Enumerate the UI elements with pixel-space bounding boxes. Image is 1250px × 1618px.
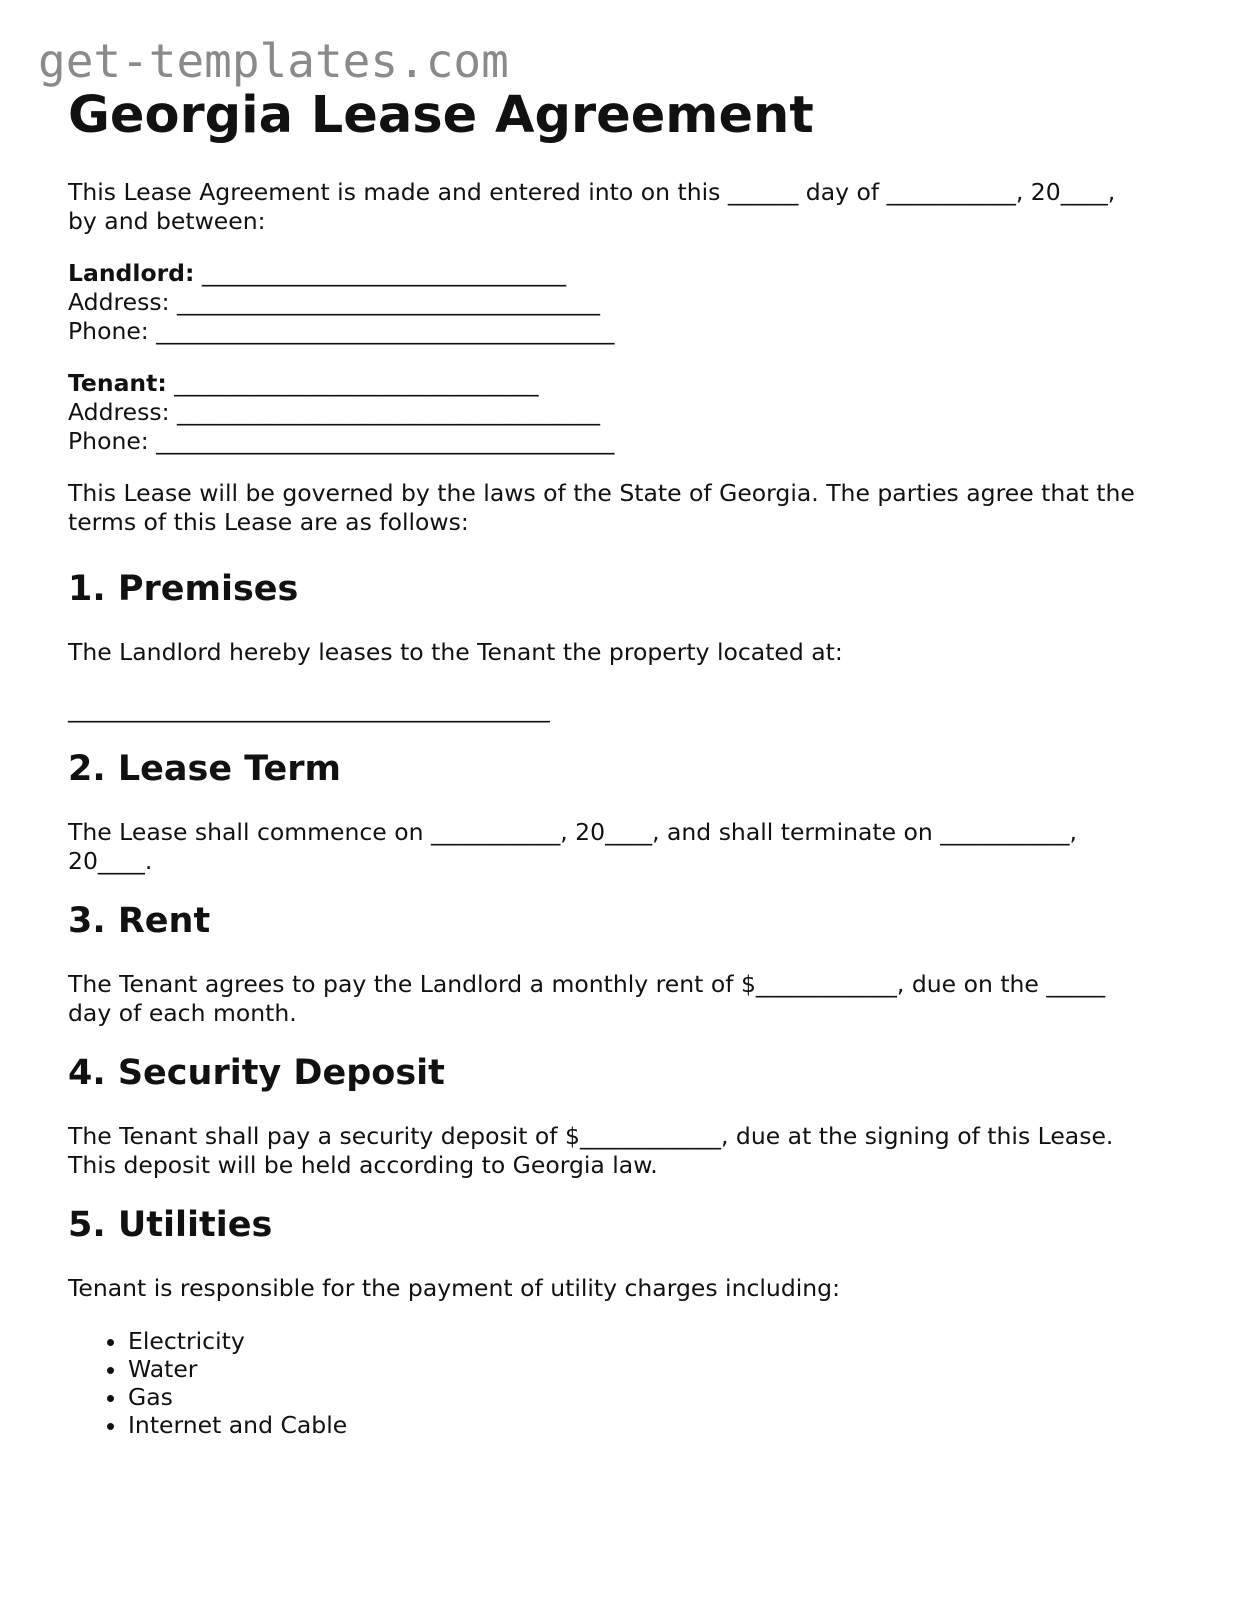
lease-term-line-2: 20____. <box>68 847 153 875</box>
list-item: • Gas <box>128 1383 1188 1411</box>
section-premises-heading: 1. Premises <box>68 569 299 609</box>
governing-line-1: This Lease will be governed by the laws of the State of Georgia. The parties agree that the <box>68 479 1135 507</box>
landlord-phone-line: Phone: _______________________________________ <box>68 317 615 345</box>
landlord-name-blank: _______________________________ <box>194 259 567 287</box>
intro-line-1: This Lease Agreement is made and entered into on this ______ day of ___________, 20____, <box>68 178 1116 206</box>
lease-term-paragraph <box>68 818 1188 876</box>
governing-line-2: terms of this Lease are as follows: <box>68 508 469 536</box>
premises-text: The Landlord hereby leases to the Tenant the property located at: <box>68 638 843 666</box>
watermark: get-templates.com <box>38 34 509 88</box>
tenant-name-line <box>68 369 1188 398</box>
deposit-line-2: This deposit will be held according to Georgia law. <box>68 1151 658 1179</box>
rent-line-2: day of each month. <box>68 999 297 1027</box>
tenant-phone-line: Phone: _______________________________________ <box>68 427 615 455</box>
landlord-address-line: Address: ____________________________________ <box>68 288 600 316</box>
rent-paragraph <box>68 970 1188 1028</box>
list-item: • Internet and Cable <box>128 1411 1188 1439</box>
deposit-line-1: The Tenant shall pay a security deposit of $____________, due at the signing of this Lease. <box>68 1122 1114 1150</box>
list-item: • Water <box>128 1355 1188 1383</box>
rent-line-1: The Tenant agrees to pay the Landlord a monthly rent of $____________, due on the _____ <box>68 970 1106 998</box>
document-title: Georgia Lease Agreement <box>68 86 814 145</box>
utilities-list <box>68 1327 1188 1439</box>
section-rent-heading: 3. Rent <box>68 901 211 941</box>
landlord-name-line <box>68 259 1188 288</box>
tenant-name-blank: _______________________________ <box>166 369 539 397</box>
section-utilities-heading: 5. Utilities <box>68 1205 273 1245</box>
landlord-label: Landlord: <box>68 259 195 287</box>
tenant-address-line: Address: ____________________________________ <box>68 398 600 426</box>
section-lease-term-heading: 2. Lease Term <box>68 749 341 789</box>
document-page <box>68 86 1188 1439</box>
governing-law-paragraph <box>68 479 1188 537</box>
premises-address-blank: _________________________________________ <box>68 695 550 723</box>
deposit-paragraph <box>68 1122 1188 1180</box>
tenant-block <box>68 369 1188 456</box>
landlord-block <box>68 259 1188 346</box>
section-security-deposit-heading: 4. Security Deposit <box>68 1053 445 1093</box>
intro-paragraph <box>68 178 1188 236</box>
utilities-text: Tenant is responsible for the payment of utility charges including: <box>68 1274 840 1302</box>
lease-term-line-1: The Lease shall commence on ___________, 20____, and shall terminate on ___________, <box>68 818 1077 846</box>
intro-line-2: by and between: <box>68 207 266 235</box>
tenant-label: Tenant: <box>68 369 167 397</box>
list-item: • Electricity <box>128 1327 1188 1355</box>
